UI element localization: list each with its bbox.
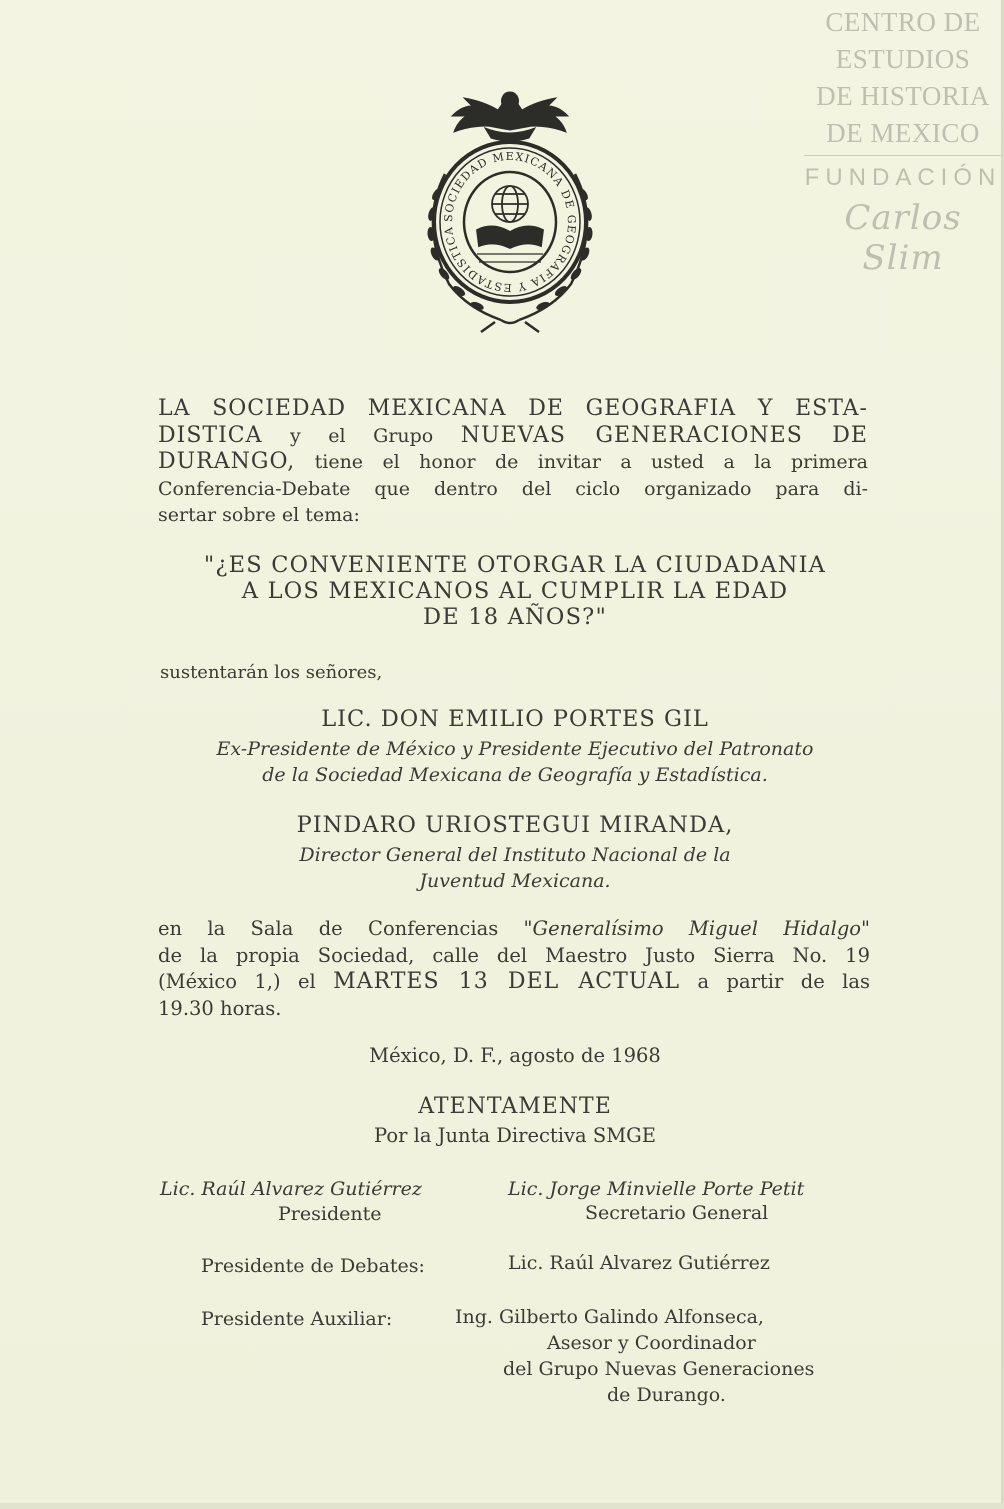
signatory-2-name: Lic. Jorge Minvielle Porte Petit — [508, 1178, 805, 1200]
presidente-auxiliar-value — [455, 1304, 814, 1408]
intro-line-5: sertar sobre el tema: — [158, 504, 360, 526]
page-bottom-edge — [0, 1503, 1004, 1509]
society-seal-emblem — [415, 84, 605, 336]
signatory-1-title: Presidente — [278, 1203, 382, 1225]
watermark-fundacion: FUNDACIÓN — [804, 164, 1002, 191]
venue-line-3 — [158, 969, 870, 996]
venue-line-1 — [158, 916, 870, 943]
intro-distica: DISTICA — [158, 422, 263, 448]
presidente-debates-label: Presidente de Debates: — [201, 1255, 425, 1277]
venue-day: MARTES 13 DEL ACTUAL — [333, 969, 681, 994]
speaker-2-role-line-2: Juventud Mexicana. — [419, 870, 611, 892]
speaker-1-role-line-1: Ex-Presidente de México y Presidente Ejecutivo del Patronato — [216, 738, 814, 760]
intro-paragraph — [158, 396, 868, 529]
speaker-2-role — [160, 842, 870, 894]
watermark-line-4: DE MEXICO — [826, 118, 980, 148]
speaker-2-role-line-1: Director General del Instituto Nacional de la — [299, 844, 731, 866]
presidente-auxiliar-label: Presidente Auxiliar: — [201, 1308, 393, 1330]
eagle-icon — [452, 92, 568, 141]
auxiliar-line-3: del Grupo Nuevas Generaciones — [503, 1358, 815, 1380]
intro-line-4: Conferencia-Debate que dentro del ciclo organizado para di- — [158, 477, 868, 500]
intro-durango: DURANGO, — [158, 449, 296, 474]
auxiliar-line-4: de Durango. — [607, 1384, 726, 1406]
question-line-1: "¿ES CONVENIENTE OTORGAR LA CIUDADANIA — [203, 552, 827, 578]
auxiliar-line-1: Ing. Gilberto Galindo Alfonseca, — [455, 1306, 764, 1328]
watermark-line-1: CENTRO DE — [825, 7, 981, 37]
watermark-line-3: DE HISTORIA — [816, 81, 990, 111]
speakers-intro: sustentarán los señores, — [160, 662, 383, 683]
watermark-rule — [804, 155, 1002, 156]
intro-grupo: y el Grupo — [290, 424, 434, 447]
venue-line-2: de la propia Sociedad, calle del Maestro Justo Sierra No. 19 — [158, 943, 870, 967]
closing-atentamente: ATENTAMENTE — [418, 1094, 612, 1119]
watermark-line-2: ESTUDIOS — [835, 44, 971, 74]
archive-watermark — [804, 4, 1002, 278]
speaker-1-role-line-2: de la Sociedad Mexicana de Geografía y Estadística. — [262, 764, 768, 786]
presidente-debates-value: Lic. Raúl Alvarez Gutiérrez — [508, 1252, 770, 1274]
intro-line-3 — [158, 449, 868, 476]
globe-book-icon — [477, 186, 543, 262]
question-line-2: A LOS MEXICANOS AL CUMPLIR LA EDAD — [241, 578, 789, 604]
auxiliar-line-2: Asesor y Coordinador — [547, 1332, 756, 1354]
venue-line-4: 19.30 horas. — [158, 996, 282, 1020]
invitation-date: México, D. F., agosto de 1968 — [369, 1044, 661, 1067]
signatory-2-title: Secretario General — [585, 1202, 769, 1224]
intro-line-2 — [158, 423, 868, 450]
speaker-2-name: PINDARO URIOSTEGUI MIRANDA, — [296, 812, 734, 838]
signatory-1-name: Lic. Raúl Alvarez Gutiérrez — [160, 1178, 422, 1200]
venue-mexico: (México 1,) el — [158, 970, 316, 993]
intro-line-1: LA SOCIEDAD MEXICANA DE GEOGRAFIA Y ESTA- — [158, 396, 868, 421]
venue-sala: en la Sala de Conferencias — [158, 917, 499, 940]
venue-partir: a partir de las — [697, 970, 871, 993]
debate-question — [160, 552, 870, 630]
seal-ring-text: SOCIEDAD MEXICANA DE GEOGRAFIA Y ESTADISTICA — [441, 149, 579, 295]
intro-nuevas-generaciones: NUEVAS GENERACIONES DE — [460, 422, 868, 448]
closing-junta: Por la Junta Directiva SMGE — [374, 1124, 656, 1147]
intro-honor: tiene el honor de invitar a usted a la primera — [314, 451, 868, 473]
speaker-1-name: LIC. DON EMILIO PORTES GIL — [321, 706, 709, 732]
question-line-3: DE 18 AÑOS?" — [422, 604, 607, 630]
venue-hall-name: "Generalísimo Miguel Hidalgo" — [523, 917, 871, 940]
venue-paragraph — [158, 916, 870, 1022]
speaker-1-role — [160, 736, 870, 788]
watermark-signature: Carlos Slim — [844, 198, 962, 278]
